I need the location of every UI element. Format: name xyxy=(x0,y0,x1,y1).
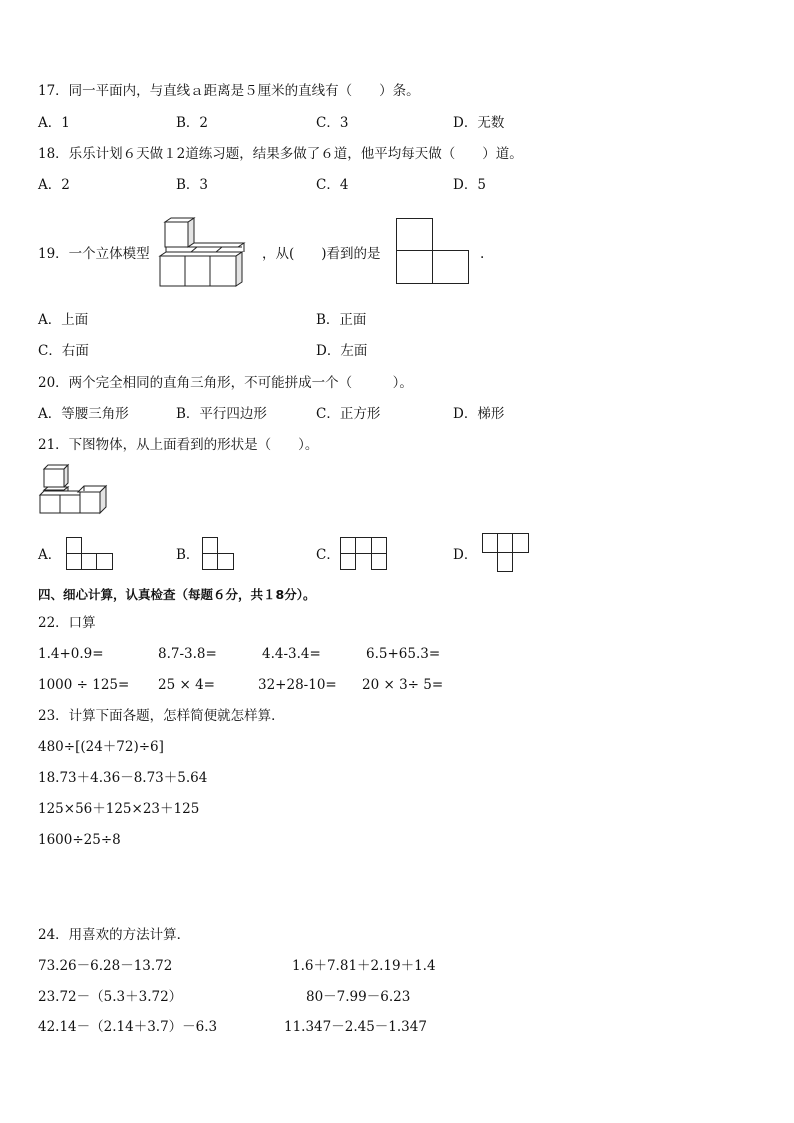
view-shape-figure xyxy=(396,218,470,286)
question-20-text: 20．两个完全相同的直角三角形，不可能拼成一个（ ）。 xyxy=(38,375,413,391)
q18-option-d[interactable]: D．5 xyxy=(453,177,486,193)
q24-left-2: 23.72－（5.3＋3.72） xyxy=(38,989,183,1005)
question-21-text: 21．下图物体，从上面看到的形状是（ ）。 xyxy=(38,437,319,453)
q23-item-2: 18.73＋4.36－8.73＋5.64 xyxy=(38,770,208,786)
q18-option-b[interactable]: B．3 xyxy=(176,177,209,193)
q23-item-1: 480÷[(24＋72)÷6] xyxy=(38,739,164,755)
cube-model-figure xyxy=(158,218,248,288)
q21-option-b-label[interactable]: B． xyxy=(176,547,200,563)
q23-item-3: 125×56＋125×23＋125 xyxy=(38,801,200,817)
q21-option-a-label[interactable]: A． xyxy=(38,547,62,563)
q24-right-2: 80－7.99－6.23 xyxy=(306,989,411,1005)
q20-option-b[interactable]: B．平行四边形 xyxy=(176,406,267,422)
q17-option-a[interactable]: A．1 xyxy=(38,115,70,131)
question-24-title: 24．用喜欢的方法计算． xyxy=(38,927,191,943)
question-19-middle: ，从( )看到的是 xyxy=(262,246,381,262)
question-23-title: 23．计算下面各题，怎样简便就怎样算． xyxy=(38,708,285,724)
q22-item-8: 20 × 3÷ 5= xyxy=(362,677,444,693)
q24-left-1: 73.26－6.28－13.72 xyxy=(38,958,173,974)
q17-option-c[interactable]: C．3 xyxy=(316,115,349,131)
q21-option-c-label[interactable]: C． xyxy=(316,547,340,563)
q21-option-d-label[interactable]: D． xyxy=(453,547,478,563)
question-22-title: 22．口算 xyxy=(38,615,96,631)
q24-left-3: 42.14－（2.14＋3.7）－6.3 xyxy=(38,1019,218,1035)
q22-item-3: 4.4-3.4= xyxy=(262,646,321,662)
q23-item-4: 1600÷25÷8 xyxy=(38,832,121,848)
q18-option-c[interactable]: C．4 xyxy=(316,177,349,193)
question-18-text: 18．乐乐计划６天做１2道练习题，结果多做了６道，他平均每天做（ ）道。 xyxy=(38,146,523,162)
q21-option-b-shape[interactable] xyxy=(202,537,236,571)
q19-option-b[interactable]: B．正面 xyxy=(316,312,367,328)
question-19-prefix: 19．一个立体模型 xyxy=(38,246,150,262)
q19-option-a[interactable]: A．上面 xyxy=(38,312,89,328)
q17-option-b[interactable]: B．2 xyxy=(176,115,209,131)
question-17-text: 17．同一平面内，与直线ａ距离是５厘米的直线有（ ）条。 xyxy=(38,83,420,99)
q20-option-d[interactable]: D．梯形 xyxy=(453,406,505,422)
q22-item-5: 1000 ÷ 125= xyxy=(38,677,130,693)
stacked-cubes-figure xyxy=(38,465,110,517)
q22-item-7: 32+28-10= xyxy=(258,677,337,693)
q19-option-c[interactable]: C．右面 xyxy=(38,343,89,359)
question-19-suffix: . xyxy=(480,246,485,262)
q22-item-1: 1.4+0.9= xyxy=(38,646,104,662)
q17-option-d[interactable]: D．无数 xyxy=(453,115,505,131)
q21-option-d-shape[interactable] xyxy=(482,533,530,573)
q21-option-c-shape[interactable] xyxy=(340,537,390,571)
q24-right-3: 11.347－2.45－1.347 xyxy=(284,1019,427,1035)
q20-option-c[interactable]: C．正方形 xyxy=(316,406,381,422)
q20-option-a[interactable]: A．等腰三角形 xyxy=(38,406,129,422)
q21-option-a-shape[interactable] xyxy=(66,537,114,571)
q22-item-2: 8.7-3.8= xyxy=(158,646,217,662)
q22-item-6: 25 × 4= xyxy=(158,677,215,693)
q18-option-a[interactable]: A．2 xyxy=(38,177,70,193)
q22-item-4: 6.5+65.3= xyxy=(366,646,441,662)
section-4-title: 四、细心计算，认真检查（每题６分，共１8分）。 xyxy=(38,587,316,602)
q19-option-d[interactable]: D．左面 xyxy=(316,343,368,359)
q24-right-1: 1.6＋7.81＋2.19＋1.4 xyxy=(292,958,436,974)
